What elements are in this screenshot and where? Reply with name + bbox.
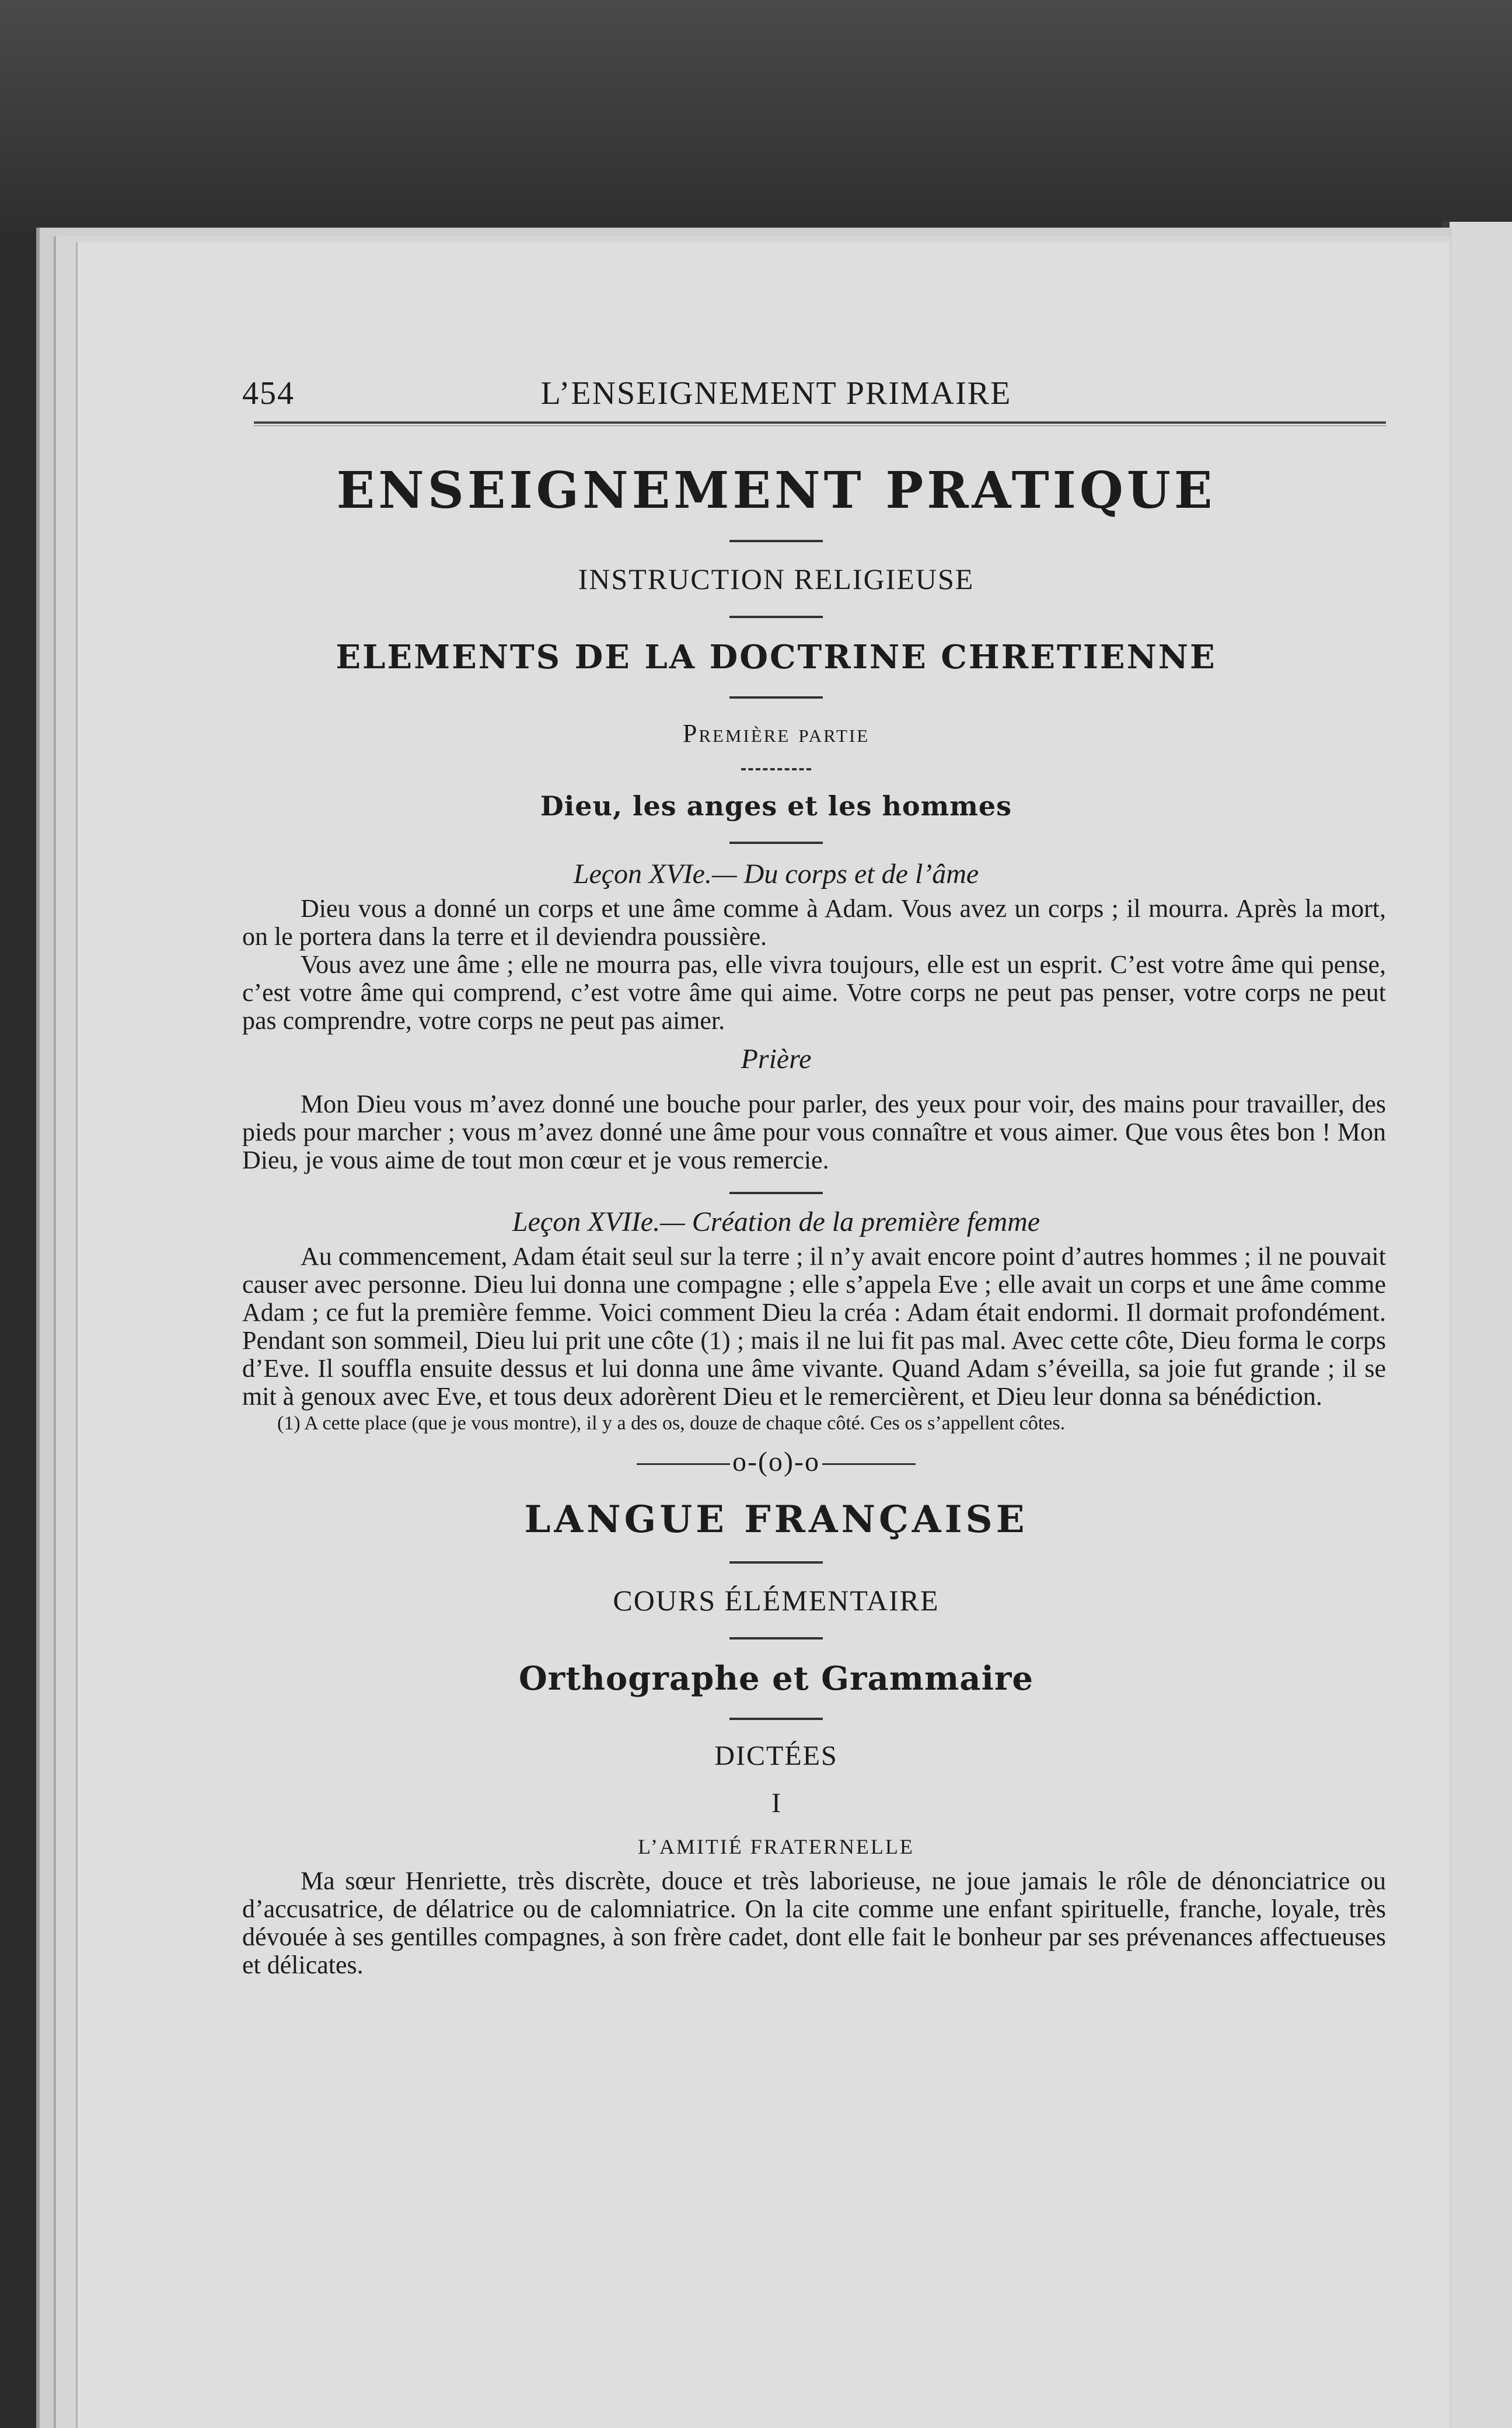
- divider: [729, 1561, 823, 1564]
- divider: [729, 842, 823, 844]
- divider: [729, 1718, 823, 1720]
- lesson-heading: Leçon XVIe.— Du corps et de l’âme: [573, 859, 979, 889]
- ornament-line: [822, 1463, 916, 1465]
- dictation-text: [242, 1867, 1386, 1979]
- divider: [729, 1637, 823, 1639]
- section-title: LANGUE FRANÇAISE: [524, 1498, 1028, 1541]
- doctrine-title: ELEMENTS DE LA DOCTRINE CHRETIENNE: [336, 638, 1217, 676]
- subsection-heading: Orthographe et Grammaire: [519, 1659, 1033, 1698]
- ornament: [166, 1446, 1386, 1478]
- dictation-title: L’AMITIÉ FRATERNELLE: [638, 1835, 914, 1858]
- section-title: ENSEIGNEMENT PRATIQUE: [336, 461, 1216, 520]
- section-subtitle: INSTRUCTION RELIGIEUSE: [578, 563, 975, 595]
- page-content: [166, 350, 1386, 1979]
- dictation-number: I: [771, 1788, 781, 1819]
- part-label: Première partie: [682, 719, 870, 748]
- divider: [729, 1192, 823, 1194]
- divider: [729, 696, 823, 699]
- paragraph: Vous avez une âme ; elle ne mourra pas, elle vivra toujours, elle est un esprit. C’est votre âme qui pense, c’est votre âme qui comprend, c’est votre âme qui aime. Votre corps ne peut pas penser, votre corps ne peut pas comprendre, votre corps ne peut pas aimer.: [242, 950, 1386, 1035]
- divider: [729, 540, 823, 542]
- page-number: 454: [242, 375, 295, 411]
- topic-heading: Dieu, les anges et les hommes: [540, 790, 1012, 822]
- running-title: L’ENSEIGNEMENT PRIMAIRE: [540, 375, 1012, 411]
- dictees-heading: DICTÉES: [714, 1740, 838, 1771]
- lesson-heading: Leçon XVIIe.— Création de la première femme: [512, 1206, 1040, 1237]
- paragraph: Mon Dieu vous m’avez donné une bouche pour parler, des yeux pour voir, des mains pour travailler, des pieds pour marcher ; vous m’avez donné une âme pour vous connaître et vous aimer. Que vous êtes bon ! Mon Dieu, je vous aime de tout mon cœur et je vous remercie.: [242, 1090, 1386, 1174]
- divider: [729, 616, 823, 618]
- header-rule: [254, 421, 1386, 426]
- adjacent-page-edge: [1441, 222, 1512, 2428]
- paragraph: Au commencement, Adam était seul sur la terre ; il n’y avait encore point d’autres hommes ; il ne pouvait causer avec personne. Dieu lui donna une compagne ; elle s’appela Eve ; elle avait un corps et une âme comme Adam ; ce fut la première femme. Voici comment Dieu la créa : Adam était endormi. Il dormait profondément. Pendant son sommeil, Dieu lui prit une côte (1) ; mais il ne lui fit pas mal. Avec cette côte, Dieu forma le corps d’Eve. Il souffla ensuite dessus et lui donna une âme vivante. Quand Adam s’éveilla, sa joie fut grande ; il se mit à genoux avec Eve, et tous deux adorèrent Dieu et le remercièrent, et Dieu leur donna sa bénédiction.: [242, 1242, 1386, 1411]
- ornament-text: o-(o)-o: [732, 1446, 820, 1477]
- paragraph: Ma sœur Henriette, très discrète, douce et très laborieuse, ne joue jamais le rôle de dénonciatrice ou d’accusatrice, de délatrice ou de calomniatrice. On la cite comme une enfant spirituelle, franche, loyale, très dévouée à ses gentilles compagnes, à son frère cadet, dont elle fait le bonheur par ses prévenances affectueuses et délicates.: [242, 1867, 1386, 1979]
- prayer-text: [242, 1090, 1386, 1174]
- paragraph: Dieu vous a donné un corps et une âme comme à Adam. Vous avez un corps ; il mourra. Après la mort, on le portera dans la terre et il deviendra poussière.: [242, 894, 1386, 951]
- ornament-line: [637, 1463, 730, 1465]
- background-top: [0, 0, 1512, 233]
- lesson-text: [242, 895, 1386, 1035]
- running-header: [166, 350, 1386, 411]
- section-subtitle: COURS ÉLÉMENTAIRE: [613, 1584, 940, 1617]
- lesson-text: [242, 1243, 1386, 1411]
- footnote: (1) A cette place (que je vous montre), il y a des os, douze de chaque côté. Ces os s’appellent côtes.: [277, 1412, 1066, 1434]
- prayer-heading: Prière: [741, 1044, 812, 1075]
- divider: [741, 768, 811, 770]
